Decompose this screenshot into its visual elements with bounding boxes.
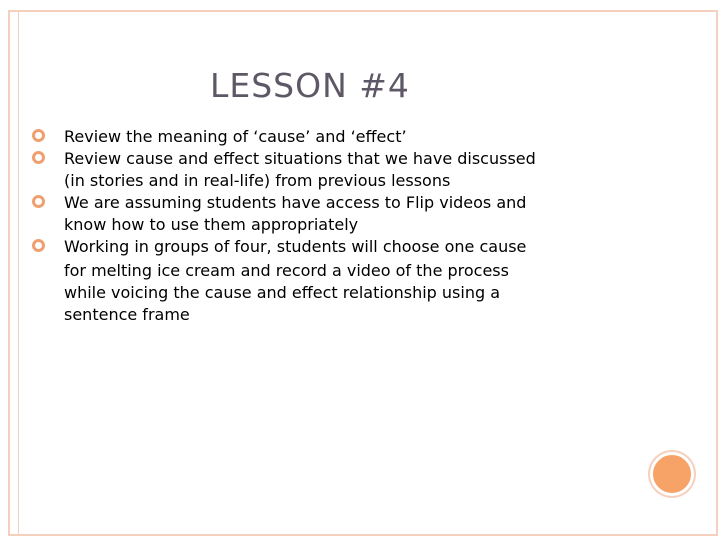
- bullet-list: [32, 126, 632, 326]
- bullet-text: for melting ice cream and record a video of the process: [64, 261, 509, 280]
- slide-side-rule: [18, 10, 19, 536]
- bullet-text: sentence frame: [64, 305, 190, 324]
- bullet-text: We are assuming students have access to Flip videos and: [64, 193, 527, 212]
- bullet-text: know how to use them appropriately: [64, 215, 359, 234]
- ring-bullet-icon: [32, 151, 45, 164]
- bullet-text: while voicing the cause and effect relationship using a: [64, 283, 501, 302]
- bullet-text: Review cause and effect situations that we have discussed: [64, 149, 536, 168]
- bullet-item: [32, 126, 632, 148]
- ring-bullet-icon: [32, 129, 45, 142]
- bullet-item: [32, 148, 632, 192]
- ring-bullet-icon: [32, 195, 45, 208]
- bullet-text: Working in groups of four, students will choose one cause: [64, 237, 527, 256]
- bullet-item: [32, 236, 632, 326]
- bullet-text: Review the meaning of ‘cause’ and ‘effect’: [64, 127, 407, 146]
- bullet-text: (in stories and in real-life) from previous lessons: [64, 171, 451, 190]
- ring-bullet-icon: [32, 239, 45, 252]
- bullet-item: [32, 192, 632, 236]
- accent-circle: [650, 452, 694, 496]
- slide-title: LESSON #4: [210, 66, 410, 105]
